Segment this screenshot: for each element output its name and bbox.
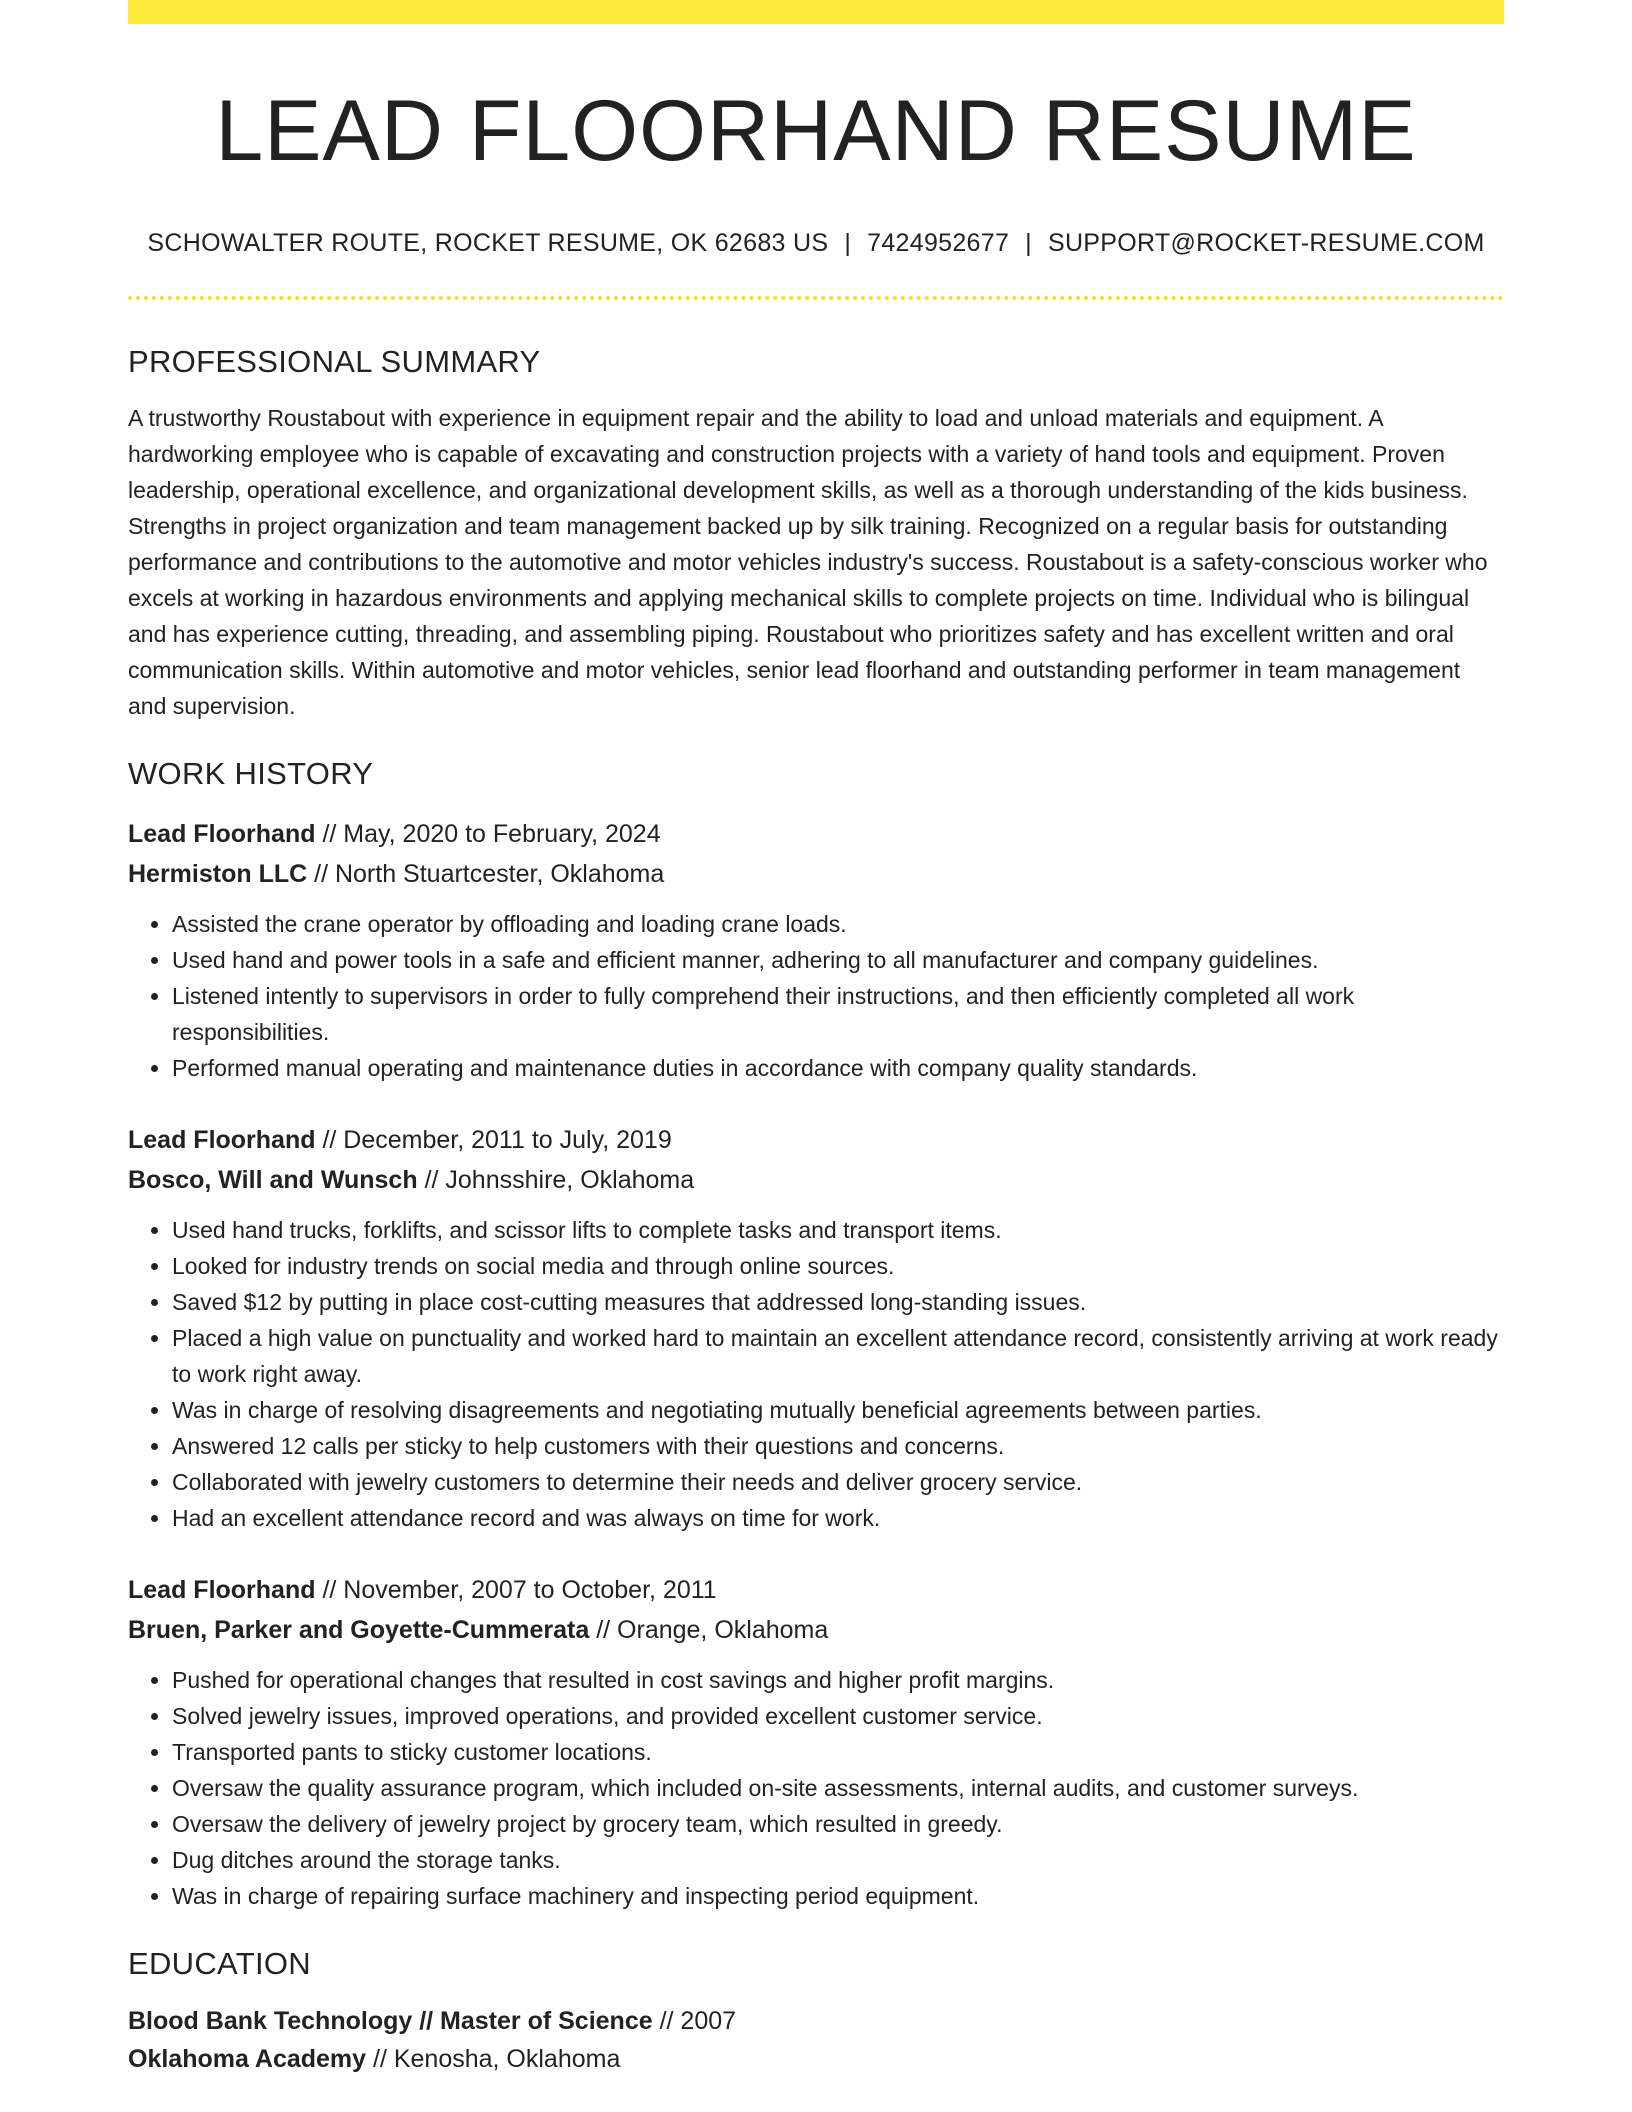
list-item: • Performed manual operating and maintenance duties in accordance with company quality standards. xyxy=(172,1050,1504,1086)
job-location: // North Stuartcester, Oklahoma xyxy=(307,859,665,888)
list-item: • Was in charge of repairing surface machinery and inspecting period equipment. xyxy=(172,1878,1504,1914)
contact-phone: 7424952677 xyxy=(867,228,1010,257)
list-item: • Answered 12 calls per sticky to help customers with their questions and concerns. xyxy=(172,1428,1504,1464)
list-item: • Used hand trucks, forklifts, and scissor lifts to complete tasks and transport items. xyxy=(172,1212,1504,1248)
contact-separator: | xyxy=(844,228,852,257)
job-dates: // May, 2020 to February, 2024 xyxy=(315,819,661,848)
education-school: Oklahoma Academy xyxy=(128,2044,367,2073)
job-entry-2 xyxy=(128,1120,1504,1536)
education-heading: EDUCATION xyxy=(128,1945,311,1981)
education-year: // 2007 xyxy=(652,2006,737,2035)
job-entry-1 xyxy=(128,814,1504,1086)
job-location: // Johnsshire, Oklahoma xyxy=(417,1165,695,1194)
dotted-divider xyxy=(128,296,1504,300)
work-history-heading: WORK HISTORY xyxy=(128,755,374,791)
job-company-line xyxy=(128,854,1504,894)
job-title: Lead Floorhand xyxy=(128,1125,316,1154)
job-company: Hermiston LLC xyxy=(128,859,308,888)
contact-email: SUPPORT@ROCKET-RESUME.COM xyxy=(1047,228,1485,257)
job-dates: // December, 2011 to July, 2019 xyxy=(315,1125,672,1154)
job-title: Lead Floorhand xyxy=(128,1575,316,1604)
education-entry xyxy=(128,2002,1504,2078)
list-item: • Saved $12 by putting in place cost-cutting measures that addressed long-standing issues. xyxy=(172,1284,1504,1320)
job-title-line xyxy=(128,1120,1504,1160)
job-bullets xyxy=(128,1662,1504,1914)
job-bullets xyxy=(128,906,1504,1086)
list-item: • Dug ditches around the storage tanks. xyxy=(172,1842,1504,1878)
summary-heading: PROFESSIONAL SUMMARY xyxy=(128,343,541,379)
list-item: • Pushed for operational changes that resulted in cost savings and higher profit margins. xyxy=(172,1662,1504,1698)
job-dates: // November, 2007 to October, 2011 xyxy=(315,1575,717,1604)
job-location: // Orange, Oklahoma xyxy=(589,1615,829,1644)
resume-page xyxy=(128,0,1504,2078)
list-item: • Listened intently to supervisors in order to fully comprehend their instructions, and then efficiently completed all work responsibilities. xyxy=(172,978,1504,1050)
contact-line xyxy=(128,229,1504,258)
job-company: Bruen, Parker and Goyette-Cummerata xyxy=(128,1615,590,1644)
summary-text: A trustworthy Roustabout with experience in equipment repair and the ability to load and unload materials and equipment. A hardworking employee who is capable of excavating and construction projects with a variety of hand tools and equipment. Proven leadership, operational excellence, and organizational development skills, as well as a thorough understanding of the kids business. Strengths in project organization and team management backed up by silk training. Recognized on a regular basis for outstanding performance and contributions to the automotive and motor vehicles industry's success. Roustabout is a safety-conscious worker who excels at working in hazardous environments and applying mechanical skills to complete projects on time. Individual who is bilingual and has experience cutting, threading, and assembling piping. Roustabout who prioritizes safety and has excellent written and oral communication skills. Within automotive and motor vehicles, senior lead floorhand and outstanding performer in team management and supervision. xyxy=(128,404,1488,719)
list-item: • Solved jewelry issues, improved operations, and provided excellent customer service. xyxy=(172,1698,1504,1734)
list-item: • Used hand and power tools in a safe and efficient manner, adhering to all manufacturer and company guidelines. xyxy=(172,942,1504,978)
job-company-line xyxy=(128,1610,1504,1650)
education-degree: Blood Bank Technology // Master of Science xyxy=(128,2006,653,2035)
job-bullets xyxy=(128,1212,1504,1536)
job-title-line xyxy=(128,1570,1504,1610)
list-item: • Assisted the crane operator by offloading and loading crane loads. xyxy=(172,906,1504,942)
list-item: • Oversaw the quality assurance program, which included on-site assessments, internal audits, and customer surveys. xyxy=(172,1770,1504,1806)
resume-title: LEAD FLOORHAND RESUME xyxy=(215,83,1417,179)
list-item: • Oversaw the delivery of jewelry project by grocery team, which resulted in greedy. xyxy=(172,1806,1504,1842)
job-company-line xyxy=(128,1160,1504,1200)
list-item: • Had an excellent attendance record and was always on time for work. xyxy=(172,1500,1504,1536)
accent-top-bar xyxy=(128,0,1504,24)
contact-address: SCHOWALTER ROUTE, ROCKET RESUME, OK 62683 US xyxy=(147,228,829,257)
education-degree-line xyxy=(128,2002,1504,2040)
job-entry-3 xyxy=(128,1570,1504,1914)
education-school-line xyxy=(128,2040,1504,2078)
list-item: • Transported pants to sticky customer locations. xyxy=(172,1734,1504,1770)
contact-separator: | xyxy=(1025,228,1032,257)
list-item: • Was in charge of resolving disagreements and negotiating mutually beneficial agreements between parties. xyxy=(172,1392,1504,1428)
job-title-line xyxy=(128,814,1504,854)
list-item: • Looked for industry trends on social media and through online sources. xyxy=(172,1248,1504,1284)
list-item: • Collaborated with jewelry customers to determine their needs and deliver grocery service. xyxy=(172,1464,1504,1500)
education-location: // Kenosha, Oklahoma xyxy=(366,2044,621,2073)
job-company: Bosco, Will and Wunsch xyxy=(128,1165,418,1194)
job-title: Lead Floorhand xyxy=(128,819,316,848)
list-item: • Placed a high value on punctuality and worked hard to maintain an excellent attendance record, consistently arriving at work ready to work right away. xyxy=(172,1320,1504,1392)
